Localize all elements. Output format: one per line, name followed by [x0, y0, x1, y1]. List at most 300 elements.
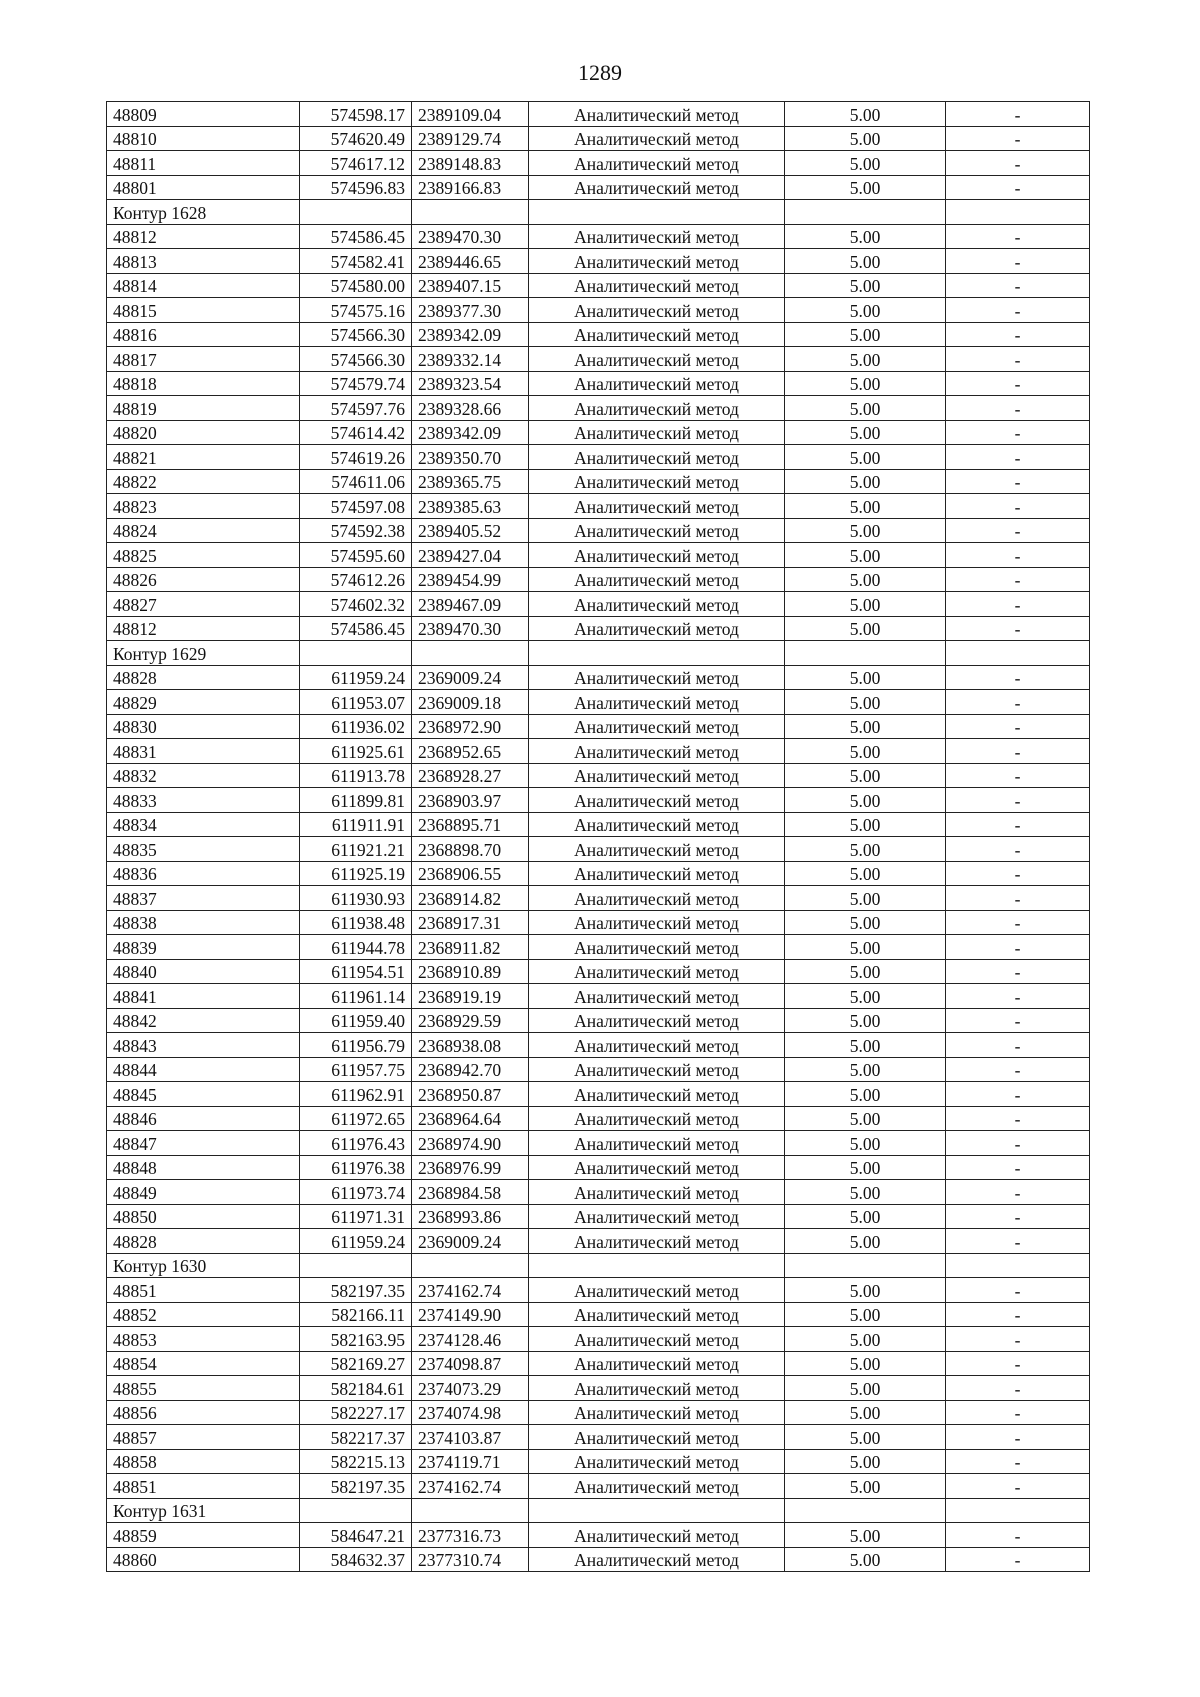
- description-cell: -: [946, 175, 1090, 200]
- method-cell: Аналитический метод: [529, 1082, 785, 1107]
- method-cell: Аналитический метод: [529, 1425, 785, 1450]
- description-cell: -: [946, 1106, 1090, 1131]
- y-coordinate-cell: 2389385.63: [412, 494, 529, 519]
- method-cell: Аналитический метод: [529, 714, 785, 739]
- y-coordinate-cell: 2368914.82: [412, 886, 529, 911]
- x-coordinate-cell: 582169.27: [300, 1351, 412, 1376]
- method-cell: Аналитический метод: [529, 347, 785, 372]
- table-row: [107, 494, 1090, 519]
- point-id-cell: 48827: [107, 592, 300, 617]
- y-coordinate-cell: 2368974.90: [412, 1131, 529, 1156]
- accuracy-cell: 5.00: [785, 518, 946, 543]
- table-row: [107, 665, 1090, 690]
- y-coordinate-cell: 2368950.87: [412, 1082, 529, 1107]
- y-coordinate-cell: 2368917.31: [412, 910, 529, 935]
- empty-cell: [785, 200, 946, 225]
- method-cell: Аналитический метод: [529, 861, 785, 886]
- description-cell: -: [946, 1376, 1090, 1401]
- y-coordinate-cell: 2389109.04: [412, 102, 529, 127]
- table-row: [107, 837, 1090, 862]
- x-coordinate-cell: 574592.38: [300, 518, 412, 543]
- x-coordinate-cell: 582217.37: [300, 1425, 412, 1450]
- method-cell: Аналитический метод: [529, 1008, 785, 1033]
- table-row: [107, 1547, 1090, 1572]
- point-id-cell: 48828: [107, 665, 300, 690]
- x-coordinate-cell: 574579.74: [300, 371, 412, 396]
- accuracy-cell: 5.00: [785, 1425, 946, 1450]
- y-coordinate-cell: 2368976.99: [412, 1155, 529, 1180]
- description-cell: -: [946, 1351, 1090, 1376]
- point-id-cell: 48851: [107, 1278, 300, 1303]
- method-cell: Аналитический метод: [529, 959, 785, 984]
- accuracy-cell: 5.00: [785, 1033, 946, 1058]
- accuracy-cell: 5.00: [785, 445, 946, 470]
- empty-cell: [946, 641, 1090, 666]
- accuracy-cell: 5.00: [785, 126, 946, 151]
- description-cell: -: [946, 322, 1090, 347]
- point-id-cell: 48860: [107, 1547, 300, 1572]
- description-cell: -: [946, 763, 1090, 788]
- empty-cell: [300, 1498, 412, 1523]
- method-cell: Аналитический метод: [529, 518, 785, 543]
- table-row: [107, 861, 1090, 886]
- table-row: [107, 273, 1090, 298]
- table-row: [107, 935, 1090, 960]
- x-coordinate-cell: 574582.41: [300, 249, 412, 274]
- table-row: [107, 469, 1090, 494]
- x-coordinate-cell: 611944.78: [300, 935, 412, 960]
- accuracy-cell: 5.00: [785, 151, 946, 176]
- method-cell: Аналитический метод: [529, 910, 785, 935]
- description-cell: -: [946, 690, 1090, 715]
- method-cell: Аналитический метод: [529, 763, 785, 788]
- empty-cell: [412, 1498, 529, 1523]
- empty-cell: [946, 1253, 1090, 1278]
- table-row: [107, 175, 1090, 200]
- y-coordinate-cell: 2389129.74: [412, 126, 529, 151]
- description-cell: -: [946, 1278, 1090, 1303]
- description-cell: -: [946, 273, 1090, 298]
- y-coordinate-cell: 2368964.64: [412, 1106, 529, 1131]
- table-row: [107, 690, 1090, 715]
- y-coordinate-cell: 2368929.59: [412, 1008, 529, 1033]
- x-coordinate-cell: 611961.14: [300, 984, 412, 1009]
- table-row: [107, 445, 1090, 470]
- table-row: [107, 347, 1090, 372]
- table-row: [107, 420, 1090, 445]
- point-id-cell: 48852: [107, 1302, 300, 1327]
- method-cell: Аналитический метод: [529, 690, 785, 715]
- description-cell: -: [946, 347, 1090, 372]
- point-id-cell: 48825: [107, 543, 300, 568]
- point-id-cell: 48851: [107, 1474, 300, 1499]
- y-coordinate-cell: 2374149.90: [412, 1302, 529, 1327]
- description-cell: -: [946, 1523, 1090, 1548]
- method-cell: Аналитический метод: [529, 1204, 785, 1229]
- point-id-cell: 48838: [107, 910, 300, 935]
- table-row: [107, 1180, 1090, 1205]
- accuracy-cell: 5.00: [785, 984, 946, 1009]
- x-coordinate-cell: 611976.38: [300, 1155, 412, 1180]
- method-cell: Аналитический метод: [529, 469, 785, 494]
- point-id-cell: 48831: [107, 739, 300, 764]
- table-row: [107, 224, 1090, 249]
- table-row: [107, 1376, 1090, 1401]
- x-coordinate-cell: 611957.75: [300, 1057, 412, 1082]
- accuracy-cell: 5.00: [785, 1400, 946, 1425]
- point-id-cell: 48814: [107, 273, 300, 298]
- y-coordinate-cell: 2369009.18: [412, 690, 529, 715]
- point-id-cell: 48840: [107, 959, 300, 984]
- x-coordinate-cell: 611913.78: [300, 763, 412, 788]
- y-coordinate-cell: 2368910.89: [412, 959, 529, 984]
- accuracy-cell: 5.00: [785, 469, 946, 494]
- description-cell: -: [946, 1474, 1090, 1499]
- y-coordinate-cell: 2389467.09: [412, 592, 529, 617]
- y-coordinate-cell: 2368895.71: [412, 812, 529, 837]
- description-cell: -: [946, 739, 1090, 764]
- description-cell: -: [946, 788, 1090, 813]
- contour-label: Контур 1628: [107, 200, 300, 225]
- method-cell: Аналитический метод: [529, 1376, 785, 1401]
- method-cell: Аналитический метод: [529, 175, 785, 200]
- x-coordinate-cell: 611956.79: [300, 1033, 412, 1058]
- empty-cell: [300, 1253, 412, 1278]
- x-coordinate-cell: 574619.26: [300, 445, 412, 470]
- accuracy-cell: 5.00: [785, 812, 946, 837]
- description-cell: -: [946, 935, 1090, 960]
- description-cell: -: [946, 567, 1090, 592]
- y-coordinate-cell: 2389405.52: [412, 518, 529, 543]
- table-row: [107, 151, 1090, 176]
- method-cell: Аналитический метод: [529, 1131, 785, 1156]
- x-coordinate-cell: 611971.31: [300, 1204, 412, 1229]
- point-id-cell: 48822: [107, 469, 300, 494]
- method-cell: Аналитический метод: [529, 543, 785, 568]
- description-cell: -: [946, 1547, 1090, 1572]
- point-id-cell: 48848: [107, 1155, 300, 1180]
- description-cell: -: [946, 1155, 1090, 1180]
- method-cell: Аналитический метод: [529, 935, 785, 960]
- accuracy-cell: 5.00: [785, 1131, 946, 1156]
- empty-cell: [529, 200, 785, 225]
- table-row: [107, 763, 1090, 788]
- point-id-cell: 48824: [107, 518, 300, 543]
- description-cell: -: [946, 910, 1090, 935]
- accuracy-cell: 5.00: [785, 298, 946, 323]
- y-coordinate-cell: 2374119.71: [412, 1449, 529, 1474]
- description-cell: -: [946, 224, 1090, 249]
- x-coordinate-cell: 582215.13: [300, 1449, 412, 1474]
- method-cell: Аналитический метод: [529, 1278, 785, 1303]
- description-cell: -: [946, 1449, 1090, 1474]
- table-row: [107, 1474, 1090, 1499]
- x-coordinate-cell: 611959.24: [300, 665, 412, 690]
- table-row: [107, 959, 1090, 984]
- x-coordinate-cell: 574598.17: [300, 102, 412, 127]
- table-row: [107, 126, 1090, 151]
- description-cell: -: [946, 1057, 1090, 1082]
- accuracy-cell: 5.00: [785, 1376, 946, 1401]
- point-id-cell: 48842: [107, 1008, 300, 1033]
- method-cell: Аналитический метод: [529, 151, 785, 176]
- x-coordinate-cell: 574597.76: [300, 396, 412, 421]
- y-coordinate-cell: 2389342.09: [412, 420, 529, 445]
- empty-cell: [412, 200, 529, 225]
- x-coordinate-cell: 611925.19: [300, 861, 412, 886]
- y-coordinate-cell: 2389328.66: [412, 396, 529, 421]
- method-cell: Аналитический метод: [529, 1400, 785, 1425]
- point-id-cell: 48846: [107, 1106, 300, 1131]
- point-id-cell: 48823: [107, 494, 300, 519]
- description-cell: -: [946, 984, 1090, 1009]
- method-cell: Аналитический метод: [529, 445, 785, 470]
- x-coordinate-cell: 574575.16: [300, 298, 412, 323]
- x-coordinate-cell: 574602.32: [300, 592, 412, 617]
- point-id-cell: 48839: [107, 935, 300, 960]
- description-cell: -: [946, 1327, 1090, 1352]
- accuracy-cell: 5.00: [785, 935, 946, 960]
- description-cell: -: [946, 861, 1090, 886]
- point-id-cell: 48857: [107, 1425, 300, 1450]
- description-cell: -: [946, 543, 1090, 568]
- y-coordinate-cell: 2377310.74: [412, 1547, 529, 1572]
- table-row: [107, 788, 1090, 813]
- accuracy-cell: 5.00: [785, 959, 946, 984]
- table-row: [107, 1229, 1090, 1254]
- accuracy-cell: 5.00: [785, 837, 946, 862]
- point-id-cell: 48845: [107, 1082, 300, 1107]
- y-coordinate-cell: 2389407.15: [412, 273, 529, 298]
- y-coordinate-cell: 2374073.29: [412, 1376, 529, 1401]
- empty-cell: [300, 200, 412, 225]
- accuracy-cell: 5.00: [785, 1449, 946, 1474]
- description-cell: -: [946, 396, 1090, 421]
- empty-cell: [946, 200, 1090, 225]
- coordinates-table: [106, 101, 1090, 1572]
- x-coordinate-cell: 611972.65: [300, 1106, 412, 1131]
- y-coordinate-cell: 2374098.87: [412, 1351, 529, 1376]
- y-coordinate-cell: 2374103.87: [412, 1425, 529, 1450]
- method-cell: Аналитический метод: [529, 102, 785, 127]
- method-cell: Аналитический метод: [529, 1180, 785, 1205]
- x-coordinate-cell: 611936.02: [300, 714, 412, 739]
- description-cell: -: [946, 837, 1090, 862]
- point-id-cell: 48826: [107, 567, 300, 592]
- accuracy-cell: 5.00: [785, 420, 946, 445]
- empty-cell: [529, 1253, 785, 1278]
- empty-cell: [529, 641, 785, 666]
- y-coordinate-cell: 2368903.97: [412, 788, 529, 813]
- table-row: [107, 1523, 1090, 1548]
- accuracy-cell: 5.00: [785, 861, 946, 886]
- table-row: [107, 886, 1090, 911]
- method-cell: Аналитический метод: [529, 886, 785, 911]
- point-id-cell: 48829: [107, 690, 300, 715]
- accuracy-cell: 5.00: [785, 1082, 946, 1107]
- x-coordinate-cell: 574620.49: [300, 126, 412, 151]
- x-coordinate-cell: 611959.24: [300, 1229, 412, 1254]
- y-coordinate-cell: 2374162.74: [412, 1278, 529, 1303]
- description-cell: -: [946, 1180, 1090, 1205]
- accuracy-cell: 5.00: [785, 567, 946, 592]
- table-row: [107, 518, 1090, 543]
- table-row: [107, 1008, 1090, 1033]
- description-cell: -: [946, 298, 1090, 323]
- accuracy-cell: 5.00: [785, 347, 946, 372]
- point-id-cell: 48811: [107, 151, 300, 176]
- x-coordinate-cell: 574586.45: [300, 616, 412, 641]
- x-coordinate-cell: 582166.11: [300, 1302, 412, 1327]
- point-id-cell: 48812: [107, 616, 300, 641]
- point-id-cell: 48855: [107, 1376, 300, 1401]
- point-id-cell: 48843: [107, 1033, 300, 1058]
- table-row: [107, 1082, 1090, 1107]
- accuracy-cell: 5.00: [785, 910, 946, 935]
- contour-header-row: [107, 200, 1090, 225]
- point-id-cell: 48821: [107, 445, 300, 470]
- x-coordinate-cell: 611921.21: [300, 837, 412, 862]
- y-coordinate-cell: 2389166.83: [412, 175, 529, 200]
- accuracy-cell: 5.00: [785, 739, 946, 764]
- empty-cell: [300, 641, 412, 666]
- x-coordinate-cell: 574566.30: [300, 322, 412, 347]
- contour-header-row: [107, 1498, 1090, 1523]
- x-coordinate-cell: 582227.17: [300, 1400, 412, 1425]
- accuracy-cell: 5.00: [785, 1523, 946, 1548]
- accuracy-cell: 5.00: [785, 249, 946, 274]
- x-coordinate-cell: 582197.35: [300, 1278, 412, 1303]
- x-coordinate-cell: 582197.35: [300, 1474, 412, 1499]
- table-row: [107, 984, 1090, 1009]
- description-cell: -: [946, 518, 1090, 543]
- description-cell: -: [946, 420, 1090, 445]
- accuracy-cell: 5.00: [785, 1547, 946, 1572]
- method-cell: Аналитический метод: [529, 1057, 785, 1082]
- method-cell: Аналитический метод: [529, 298, 785, 323]
- description-cell: -: [946, 959, 1090, 984]
- description-cell: -: [946, 102, 1090, 127]
- point-id-cell: 48812: [107, 224, 300, 249]
- point-id-cell: 48828: [107, 1229, 300, 1254]
- contour-label: Контур 1630: [107, 1253, 300, 1278]
- point-id-cell: 48835: [107, 837, 300, 862]
- table-row: [107, 910, 1090, 935]
- x-coordinate-cell: 574614.42: [300, 420, 412, 445]
- x-coordinate-cell: 611962.91: [300, 1082, 412, 1107]
- method-cell: Аналитический метод: [529, 494, 785, 519]
- point-id-cell: 48837: [107, 886, 300, 911]
- y-coordinate-cell: 2368952.65: [412, 739, 529, 764]
- table-row: [107, 1057, 1090, 1082]
- accuracy-cell: 5.00: [785, 494, 946, 519]
- y-coordinate-cell: 2389350.70: [412, 445, 529, 470]
- table-row: [107, 616, 1090, 641]
- table-row: [107, 1033, 1090, 1058]
- y-coordinate-cell: 2389427.04: [412, 543, 529, 568]
- empty-cell: [412, 641, 529, 666]
- x-coordinate-cell: 611959.40: [300, 1008, 412, 1033]
- table-row: [107, 298, 1090, 323]
- method-cell: Аналитический метод: [529, 1474, 785, 1499]
- point-id-cell: 48819: [107, 396, 300, 421]
- method-cell: Аналитический метод: [529, 322, 785, 347]
- table-row: [107, 249, 1090, 274]
- table-body: [107, 102, 1090, 1572]
- table-row: [107, 1204, 1090, 1229]
- x-coordinate-cell: 611953.07: [300, 690, 412, 715]
- description-cell: -: [946, 371, 1090, 396]
- table-row: [107, 1425, 1090, 1450]
- accuracy-cell: 5.00: [785, 1057, 946, 1082]
- y-coordinate-cell: 2389454.99: [412, 567, 529, 592]
- accuracy-cell: 5.00: [785, 1302, 946, 1327]
- page-number: 1289: [578, 60, 622, 85]
- accuracy-cell: 5.00: [785, 592, 946, 617]
- accuracy-cell: 5.00: [785, 616, 946, 641]
- point-id-cell: 48809: [107, 102, 300, 127]
- point-id-cell: 48836: [107, 861, 300, 886]
- contour-label: Контур 1629: [107, 641, 300, 666]
- accuracy-cell: 5.00: [785, 322, 946, 347]
- method-cell: Аналитический метод: [529, 812, 785, 837]
- y-coordinate-cell: 2368938.08: [412, 1033, 529, 1058]
- method-cell: Аналитический метод: [529, 984, 785, 1009]
- x-coordinate-cell: 611973.74: [300, 1180, 412, 1205]
- table-row: [107, 567, 1090, 592]
- method-cell: Аналитический метод: [529, 396, 785, 421]
- table-row: [107, 371, 1090, 396]
- accuracy-cell: 5.00: [785, 1278, 946, 1303]
- x-coordinate-cell: 584632.37: [300, 1547, 412, 1572]
- y-coordinate-cell: 2368984.58: [412, 1180, 529, 1205]
- method-cell: Аналитический метод: [529, 1327, 785, 1352]
- method-cell: Аналитический метод: [529, 1106, 785, 1131]
- description-cell: -: [946, 665, 1090, 690]
- y-coordinate-cell: 2368911.82: [412, 935, 529, 960]
- description-cell: -: [946, 592, 1090, 617]
- description-cell: -: [946, 249, 1090, 274]
- description-cell: -: [946, 1082, 1090, 1107]
- method-cell: Аналитический метод: [529, 567, 785, 592]
- y-coordinate-cell: 2374162.74: [412, 1474, 529, 1499]
- y-coordinate-cell: 2389446.65: [412, 249, 529, 274]
- point-id-cell: 48850: [107, 1204, 300, 1229]
- y-coordinate-cell: 2389470.30: [412, 616, 529, 641]
- table-row: [107, 1400, 1090, 1425]
- method-cell: Аналитический метод: [529, 1033, 785, 1058]
- accuracy-cell: 5.00: [785, 175, 946, 200]
- y-coordinate-cell: 2368919.19: [412, 984, 529, 1009]
- x-coordinate-cell: 611925.61: [300, 739, 412, 764]
- accuracy-cell: 5.00: [785, 1327, 946, 1352]
- table-row: [107, 1449, 1090, 1474]
- y-coordinate-cell: 2389332.14: [412, 347, 529, 372]
- y-coordinate-cell: 2389377.30: [412, 298, 529, 323]
- table-row: [107, 1278, 1090, 1303]
- table-row: [107, 1106, 1090, 1131]
- y-coordinate-cell: 2389470.30: [412, 224, 529, 249]
- point-id-cell: 48847: [107, 1131, 300, 1156]
- table-row: [107, 396, 1090, 421]
- description-cell: -: [946, 1204, 1090, 1229]
- accuracy-cell: 5.00: [785, 714, 946, 739]
- method-cell: Аналитический метод: [529, 1547, 785, 1572]
- contour-header-row: [107, 1253, 1090, 1278]
- accuracy-cell: 5.00: [785, 763, 946, 788]
- table-row: [107, 714, 1090, 739]
- y-coordinate-cell: 2389365.75: [412, 469, 529, 494]
